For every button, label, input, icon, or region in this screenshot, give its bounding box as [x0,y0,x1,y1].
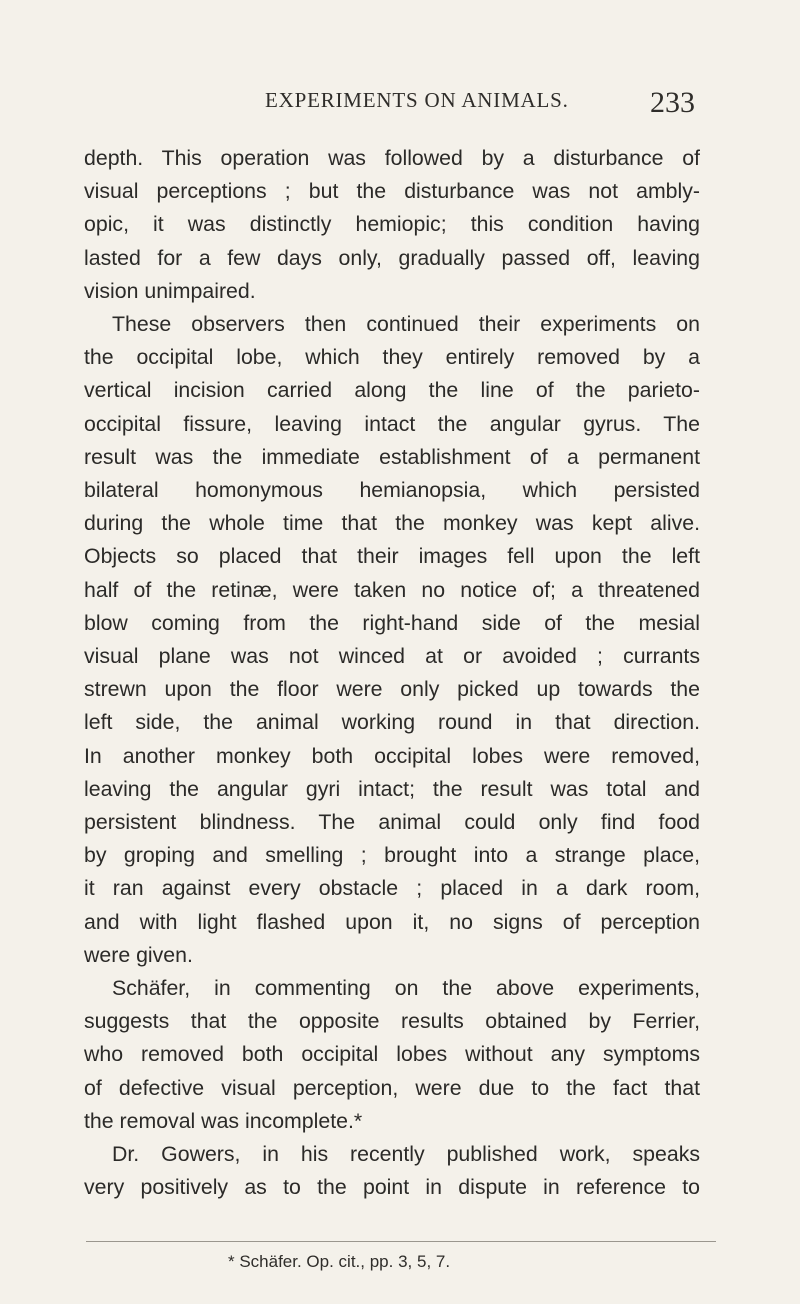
text-line: by groping and smelling ; brought into a strange place, [84,843,700,868]
footnote-rule [86,1241,716,1242]
text-line: half of the retinæ, were taken no notice of; a threatened [84,577,700,602]
text-line: blow coming from the right-hand side of the mesial [84,610,700,635]
text-line: Objects so placed that their images fell upon the left [84,544,700,569]
text-line: visual plane was not winced at or avoided ; currants [84,644,700,668]
running-head [0,88,800,128]
text-line: vertical incision carried along the line of the parieto- [84,378,700,403]
text-line: the occipital lobe, which they entirely removed by a [84,345,700,370]
text-line: left side, the animal working round in that direction. [84,710,700,735]
text-line: who removed both occipital lobes without any symptoms [84,1042,700,1067]
text-line: depth. This operation was followed by a disturbance of [84,146,700,170]
text-line: it ran against every obstacle ; placed in a dark room, [84,876,700,901]
text-line: vision unimpaired. [84,278,256,303]
text-line: very positively as to the point in dispute in reference to [84,1175,700,1200]
text-line: suggests that the opposite results obtained by Ferrier, [84,1009,700,1034]
running-head-title: EXPERIMENTS ON ANIMALS. [265,88,569,112]
text-line: during the whole time that the monkey was kept alive. [84,511,700,536]
text-line: the removal was incomplete.* [84,1108,363,1133]
text-line: opic, it was distinctly hemiopic; this condition having [84,212,700,237]
text-line: visual perceptions ; but the disturbance was not ambly- [84,179,700,204]
text-line: These observers then continued their experiments on [112,312,700,336]
text-line: occipital fissure, leaving intact the angular gyrus. The [84,411,700,436]
page-number: 233 [650,86,695,119]
text-line: Dr. Gowers, in his recently published work, speaks [112,1142,700,1166]
text-line: bilateral homonymous hemianopsia, which persisted [84,478,700,502]
text-line: lasted for a few days only, gradually passed off, leaving [84,245,700,270]
text-line: leaving the angular gyri intact; the result was total and [84,776,700,801]
text-line: of defective visual perception, were due to the fact that [84,1075,700,1100]
text-line: Schäfer, in commenting on the above experiments, [112,976,700,1000]
footnote: * Schäfer. Op. cit., pp. 3, 5, 7. [228,1252,451,1271]
text-line: were given. [84,942,193,967]
text-line: result was the immediate establishment of a permanent [84,444,700,469]
text-line: In another monkey both occipital lobes were removed, [84,743,700,768]
text-line: and with light flashed upon it, no signs of perception [84,909,700,934]
text-line: persistent blindness. The animal could only find food [84,810,700,834]
text-line: strewn upon the floor were only picked up towards the [84,677,700,702]
